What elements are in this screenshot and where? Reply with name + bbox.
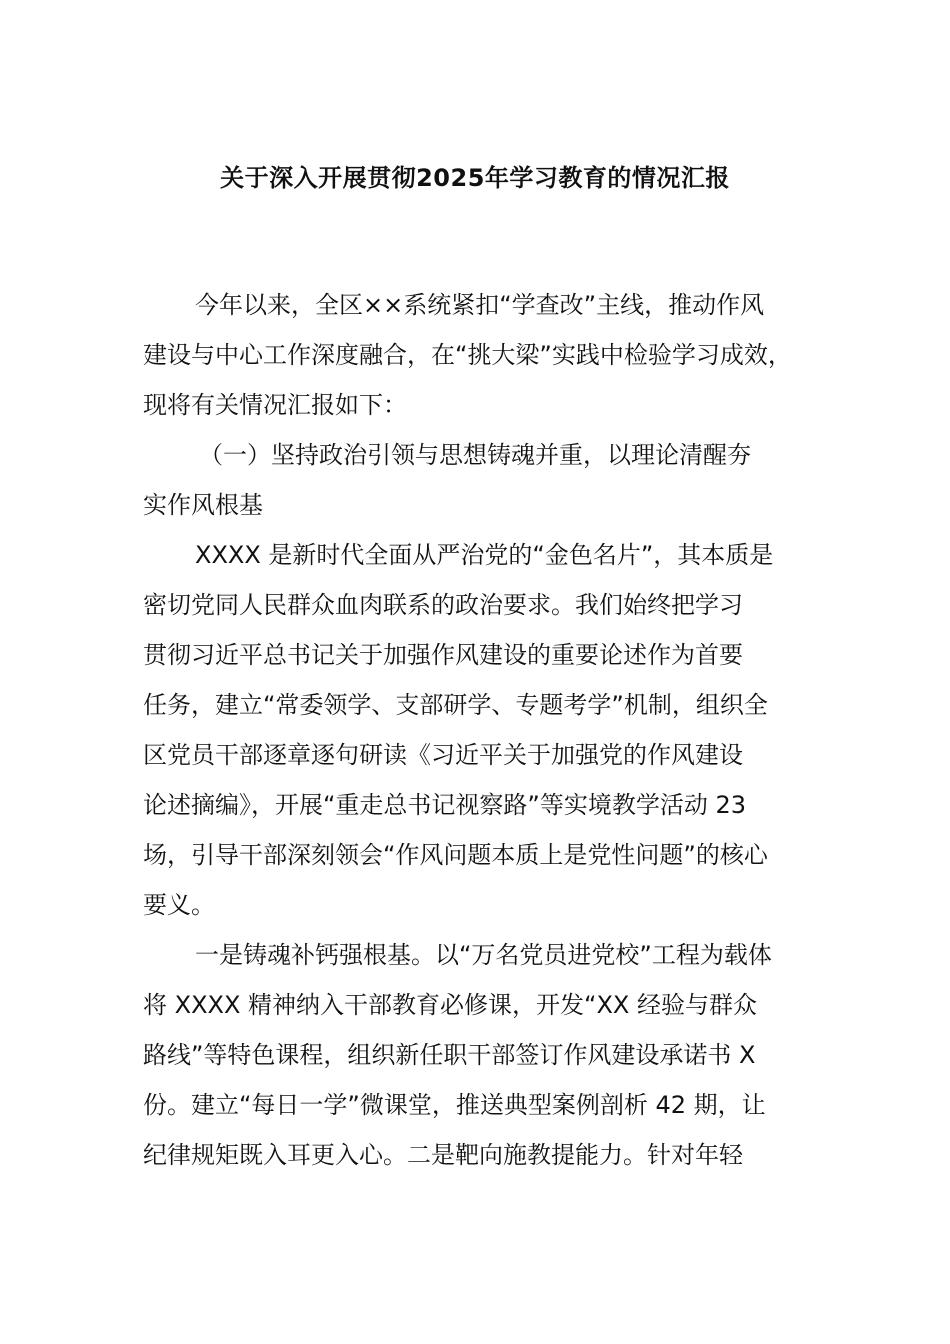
paragraph-line: 区党员干部逐章逐句研读《习近平关于加强党的作风建设 [143, 741, 743, 769]
paragraph-line: 将 XXXX 精神纳入干部教育必修课，开发“XX 经验与群众 [143, 991, 757, 1019]
paragraph-line: 今年以来，全区××系统紧扣“学查改”主线，推动作风 [195, 291, 765, 319]
paragraph-line: 密切党同人民群众血肉联系的政治要求。我们始终把学习 [143, 591, 743, 619]
paragraph-line: 纪律规矩既入耳更入心。二是靶向施教提能力。针对年轻 [143, 1141, 743, 1169]
section-heading-line: 实作风根基 [143, 491, 263, 519]
paragraph-line: 要义。 [143, 891, 215, 919]
document-title: 关于深入开展贯彻2025年学习教育的情况汇报 [220, 164, 730, 192]
paragraph-line: 一是铸魂补钙强根基。以“万名党员进党校”工程为载体 [195, 941, 772, 969]
paragraph-line: 论述摘编》，开展“重走总书记视察路”等实境教学活动 23 [143, 791, 747, 819]
section-heading-line: （一）坚持政治引领与思想铸魂并重，以理论清醒夯 [199, 441, 751, 469]
paragraph-line: 贯彻习近平总书记关于加强作风建设的重要论述作为首要 [143, 641, 743, 669]
paragraph-line: 现将有关情况汇报如下： [143, 391, 407, 419]
paragraph-line: 份。建立“每日一学”微课堂，推送典型案例剖析 42 期，让 [143, 1091, 766, 1119]
document-body [143, 280, 815, 1180]
paragraph-line: 任务，建立“常委领学、支部研学、专题考学”机制，组织全 [143, 691, 768, 719]
paragraph-line: 场，引导干部深刻领会“作风问题本质上是党性问题”的核心 [143, 841, 768, 869]
paragraph-line: XXXX 是新时代全面从严治党的“金色名片”，其本质是 [195, 541, 774, 569]
paragraph-line: 路线”等特色课程，组织新任职干部签订作风建设承诺书 X [143, 1041, 756, 1069]
paragraph-line: 建设与中心工作深度融合，在“挑大梁”实践中检验学习成效， [143, 341, 792, 369]
